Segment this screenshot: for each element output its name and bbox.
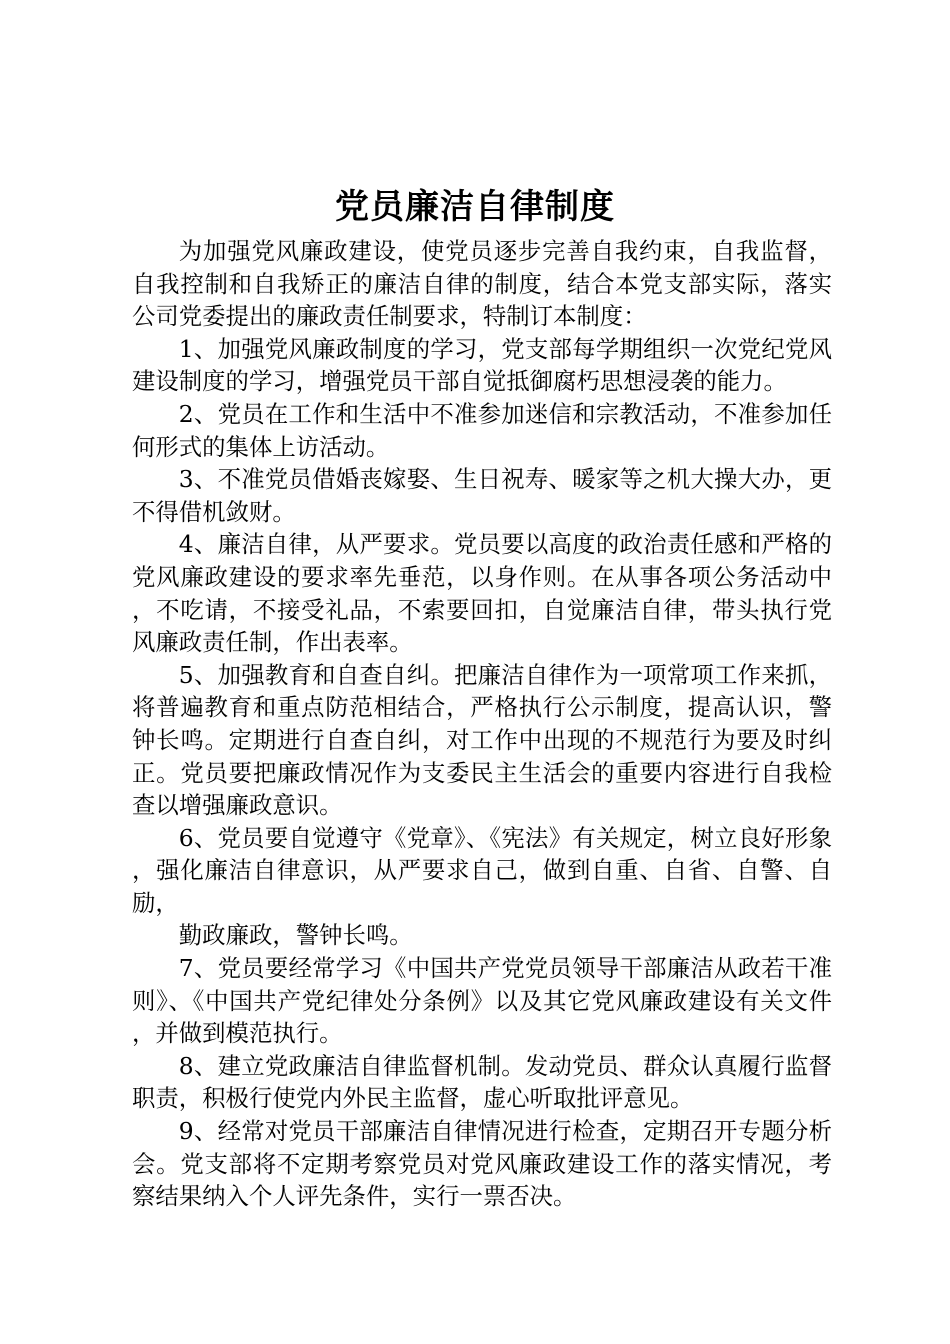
rule-paragraph-7: 7、党员要经常学习《中国共产党党员领导干部廉洁从政若干准则》、《中国共产党纪律处分条例》以及其它党风廉政建设有关文件，并做到模范执行。: [132, 954, 832, 1048]
rule-paragraph-5: 5、加强教育和自查自纠。把廉洁自律作为一项常项工作来抓，将普遍教育和重点防范相结合，严格执行公示制度，提高认识，警钟长鸣。定期进行自查自纠，对工作中出现的不规范行为要及时纠正。党员要把廉政情况作为支委民主生活会的重要内容进行自我检查以增强廉政意识。: [132, 660, 832, 820]
rule-paragraph-6-continued: 勤政廉政，警钟长鸣。: [178, 921, 413, 950]
document-body: [132, 235, 832, 1213]
rule-paragraph-3: 3、不准党员借婚丧嫁娶、生日祝寿、暖家等之机大操大办，更不得借机敛财。: [132, 465, 832, 526]
rule-paragraph-9: 9、经常对党员干部廉洁自律情况进行检查，定期召开专题分析会。党支部将不定期考察党员对党风廉政建设工作的落实情况，考察结果纳入个人评先条件，实行一票否决。: [132, 1117, 832, 1211]
intro-paragraph: 为加强党风廉政建设，使党员逐步完善自我约束，自我监督，自我控制和自我矫正的廉洁自律的制度，结合本党支部实际，落实公司党委提出的廉政责任制要求，特制订本制度：: [132, 237, 832, 331]
rule-paragraph-2: 2、党员在工作和生活中不准参加迷信和宗教活动，不准参加任何形式的集体上访活动。: [132, 399, 832, 461]
rule-paragraph-4: 4、廉洁自律，从严要求。党员要以高度的政治责任感和严格的党风廉政建设的要求率先垂范，以身作则。在从事各项公务活动中，不吃请，不接受礼品，不索要回扣，自觉廉洁自律，带头执行党风廉政责任制，作出表率。: [132, 530, 832, 657]
document-title: 党员廉洁自律制度: [335, 187, 615, 227]
rule-paragraph-8: 8、建立党政廉洁自律监督机制。发动党员、群众认真履行监督职责，积极行使党内外民主监督，虚心听取批评意见。: [132, 1051, 832, 1113]
rule-paragraph-1: 1、加强党风廉政制度的学习，党支部每学期组织一次党纪党风建设制度的学习，增强党员干部自觉抵御腐朽思想浸袭的能力。: [132, 334, 832, 396]
rule-paragraph-6: 6、党员要自觉遵守《党章》、《宪法》有关规定，树立良好形象，强化廉洁自律意识，从严要求自己，做到自重、自省、自警、自励，: [132, 823, 832, 917]
